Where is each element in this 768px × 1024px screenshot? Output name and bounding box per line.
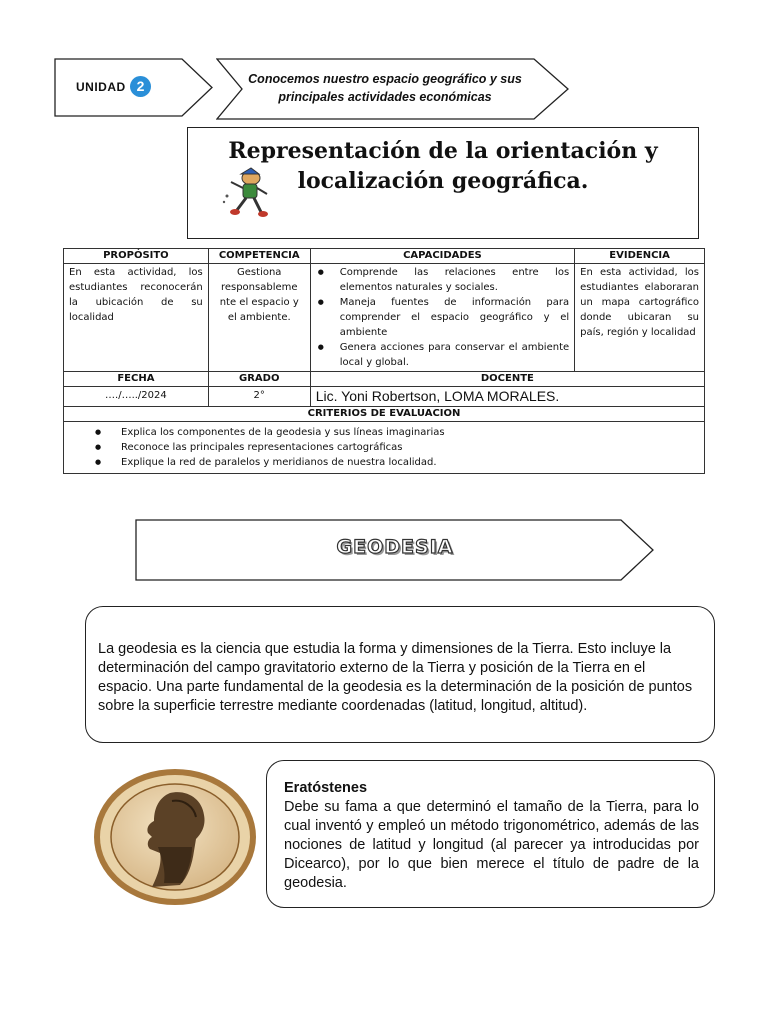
criterio-item: ● Explica los componentes de la geodesia y sus líneas imaginarias [95,425,699,440]
header-fecha: FECHA [64,372,209,387]
proposito-cell: En esta actividad, los estudiantes reconocerán la ubicación de su localidad [64,264,209,372]
lesson-title-line-1: Representación de la orientación y [228,138,658,164]
header-capacidades: CAPACIDADES [310,249,574,264]
eratosthenes-box [266,760,715,908]
criterio-item: ● Explique la red de paralelos y meridianos de nuestra localidad. [95,455,699,470]
capacidad-item: ● Comprende las relaciones entre los elementos naturales y sociales. [316,265,569,295]
header-grado: GRADO [208,372,310,387]
lesson-title-line-2: localización geográfica. [297,168,589,194]
running-character-illustration [221,166,273,218]
header-evidencia: EVIDENCIA [575,249,705,264]
geodesia-definition: La geodesia es la ciencia que estudia la forma y dimensiones de la Tierra. Esto incluye la determinación del campo gravitatorio externo de la Tierra y posición de la Tierra en el espacio. Una parte fundamental de la geodesia es la determinación de la posición de puntos sobre la superficie terrestre mediante coordenadas (latitud, longitud, altitud). [98,641,693,714]
docente-cell: Lic. Yoni Robertson, LOMA MORALES. [310,387,704,407]
header-competencia: COMPETENCIA [208,249,310,264]
capacidades-list [316,265,569,370]
evidencia-cell: En esta actividad, los estudiantes elaboraran un mapa cartográfico donde ubicaran su país, región y localidad [575,264,705,372]
unit-number: 2 [130,76,151,97]
criterios-list [69,425,699,470]
lesson-info-table [63,248,705,474]
fecha-cell: …./…../2024 [64,387,209,407]
eratosthenes-coin-portrait [92,767,258,907]
criterios-cell [64,422,705,474]
lesson-title-box [187,127,699,239]
geodesia-definition-box [85,606,715,743]
unit-topic: Conocemos nuestro espacio geográfico y sus principales actividades económicas [248,72,522,104]
capacidad-item: ● Genera acciones para conservar el ambiente local y global. [316,340,569,370]
criterio-item: ● Reconoce las principales representaciones cartográficas [95,440,699,455]
header-proposito: PROPÓSITO [64,249,209,264]
eratosthenes-description: Debe su fama a que determinó el tamaño de la Tierra, para lo cual inventó y empleó un método trigonométrico, además de las nociones de latitud y longitud (al parecer ya introducidas por Dicearco), por lo que bien merece el título de padre de la geodesia. [284,799,699,891]
eratosthenes-name: Eratóstenes [284,780,368,796]
header-docente: DOCENTE [310,372,704,387]
section-title: GEODESIA [336,536,454,558]
competencia-cell: Gestiona responsableme nte el espacio y el ambiente. [208,264,310,372]
grado-cell: 2° [208,387,310,407]
capacidades-cell [310,264,574,372]
header-criterios: CRITERIOS DE EVALUACION [64,407,705,422]
capacidad-item: ● Maneja fuentes de información para comprender el espacio geográfico y el ambiente [316,295,569,340]
unit-label: UNIDAD [76,80,126,94]
unit-badge [54,58,214,117]
section-banner [135,519,655,581]
unit-topic-banner [216,58,570,120]
